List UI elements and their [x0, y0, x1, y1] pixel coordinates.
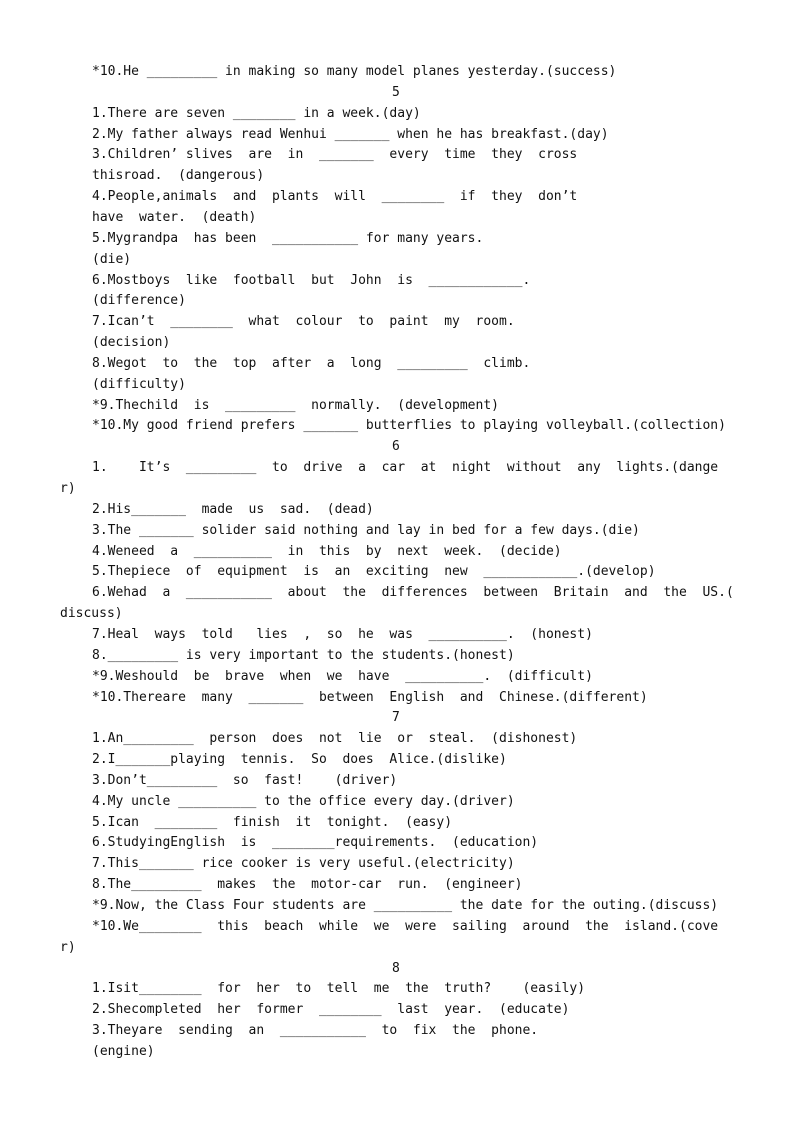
- exercise-line: [0, 895, 794, 916]
- continuation-line: [0, 478, 794, 499]
- line-text: (decision): [92, 335, 171, 351]
- exercise-line: [0, 395, 794, 416]
- line-text: thisroad. (dangerous): [92, 168, 265, 184]
- line-text: 2.His_______ made us sad. (dead): [92, 501, 374, 517]
- exercise-line: [0, 812, 794, 833]
- exercise-line: [0, 561, 794, 582]
- line-text: 5: [392, 84, 400, 100]
- exercise-line: [0, 144, 794, 165]
- line-text: 2.Shecompleted her former ________ last year. (educate): [92, 1002, 570, 1018]
- exercise-line: [0, 770, 794, 791]
- line-text: (engine): [92, 1043, 155, 1059]
- line-text: 7.This_______ rice cooker is very useful.(electricity): [92, 856, 515, 872]
- continuation-line: [0, 290, 794, 311]
- exercise-line: [0, 874, 794, 895]
- line-text: 1. It’s _________ to drive a car at night without any lights.(dange: [92, 460, 719, 476]
- continuation-line: [0, 207, 794, 228]
- line-text: *9.Weshould be brave when we have __________. (difficult): [92, 668, 593, 684]
- line-text: 1.Isit________ for her to tell me the truth? (easily): [92, 981, 586, 997]
- exercise-line: [0, 582, 794, 603]
- exercise-line: [0, 228, 794, 249]
- exercise-line: [0, 978, 794, 999]
- section-number: [0, 436, 794, 457]
- exercise-line: [0, 749, 794, 770]
- exercise-line: [0, 999, 794, 1020]
- line-text: *9.Thechild is _________ normally. (development): [92, 397, 499, 413]
- continuation-line: [0, 332, 794, 353]
- line-text: 5.Ican ________ finish it tonight. (easy): [92, 814, 453, 830]
- section-number: [0, 958, 794, 979]
- line-text: 4.Weneed a __________ in this by next week. (decide): [92, 543, 562, 559]
- line-text: r): [60, 481, 76, 496]
- continuation-line: [0, 1041, 794, 1062]
- line-text: 1.An_________ person does not lie or steal. (dishonest): [92, 731, 578, 747]
- line-text: 8._________ is very important to the students.(honest): [92, 647, 515, 663]
- line-text: 6.Wehad a ___________ about the differences between Britain and the US.(: [92, 585, 734, 601]
- exercise-line: [0, 61, 794, 82]
- line-text: discuss): [60, 606, 123, 622]
- line-text: 3.The _______ solider said nothing and lay in bed for a few days.(die): [92, 522, 640, 538]
- exercise-line: [0, 541, 794, 562]
- continuation-line: [0, 249, 794, 270]
- line-text: 8: [392, 960, 400, 976]
- line-text: 5.Mygrandpa has been ___________ for many years.: [92, 230, 484, 246]
- line-text: 7.Ican’t ________ what colour to paint my room.: [92, 314, 515, 330]
- section-number: [0, 707, 794, 728]
- continuation-line: [0, 374, 794, 395]
- line-text: 3.Theyare sending an ___________ to fix the phone.: [92, 1023, 539, 1039]
- exercise-line: [0, 457, 794, 478]
- line-text: (die): [92, 251, 132, 267]
- line-text: have water. (death): [92, 209, 257, 225]
- exercise-line: [0, 791, 794, 812]
- exercise-line: [0, 415, 794, 436]
- exercise-line: [0, 666, 794, 687]
- line-text: 7: [392, 710, 400, 726]
- exercise-line: [0, 645, 794, 666]
- line-text: r): [60, 939, 76, 955]
- exercise-line: [0, 270, 794, 291]
- exercise-line: [0, 124, 794, 145]
- line-text: 8.The_________ makes the motor-car run. (engineer): [92, 877, 523, 893]
- exercise-line: [0, 916, 794, 937]
- line-text: *9.Now, the Class Four students are __________ the date for the outing.(discuss): [92, 898, 719, 913]
- line-text: 4.People,animals and plants will ________ if they don’t: [92, 189, 578, 205]
- continuation-line: [0, 937, 794, 958]
- line-text: 5.Thepiece of equipment is an exciting new ____________.(develop): [92, 564, 656, 580]
- line-text: 8.Wegot to the top after a long _________ climb.: [92, 355, 531, 371]
- line-text: (difficulty): [92, 376, 186, 392]
- line-text: 2.I_______playing tennis. So does Alice.(dislike): [92, 752, 507, 768]
- line-text: 3.Children’ slives are in _______ every time they cross: [92, 147, 578, 163]
- continuation-line: [0, 165, 794, 186]
- exercise-line: [0, 353, 794, 374]
- exercise-line: [0, 1020, 794, 1041]
- exercise-line: [0, 186, 794, 207]
- exercise-line: [0, 499, 794, 520]
- exercise-line: [0, 728, 794, 749]
- line-text: (difference): [92, 293, 186, 309]
- exercise-line: [0, 624, 794, 645]
- line-text: 6.Mostboys like football but John is ____________.: [92, 272, 531, 288]
- line-text: *10.Thereare many _______ between English and Chinese.(different): [92, 689, 648, 705]
- exercise-line: [0, 832, 794, 853]
- exercise-line: [0, 520, 794, 541]
- section-number: [0, 82, 794, 103]
- line-text: 1.There are seven ________ in a week.(day): [92, 105, 421, 121]
- line-text: 3.Don’t_________ so fast! (driver): [92, 772, 398, 788]
- exercise-line: [0, 103, 794, 124]
- line-text: 6.StudyingEnglish is ________requirements. (education): [92, 835, 539, 851]
- line-text: 6: [392, 439, 400, 455]
- line-text: 2.My father always read Wenhui _______ when he has breakfast.(day): [92, 126, 609, 142]
- line-text: *10.We________ this beach while we were sailing around the island.(cove: [92, 918, 719, 934]
- continuation-line: [0, 603, 794, 624]
- line-text: *10.My good friend prefers _______ butterflies to playing volleyball.(collection): [92, 418, 726, 434]
- line-text: 7.Heal ways told lies , so he was __________. (honest): [92, 626, 593, 642]
- line-text: *10.He _________ in making so many model planes yesterday.(success): [92, 64, 617, 79]
- line-text: 4.My uncle __________ to the office every day.(driver): [92, 793, 515, 809]
- exercise-line: [0, 687, 794, 708]
- exercise-line: [0, 853, 794, 874]
- exercise-line: [0, 311, 794, 332]
